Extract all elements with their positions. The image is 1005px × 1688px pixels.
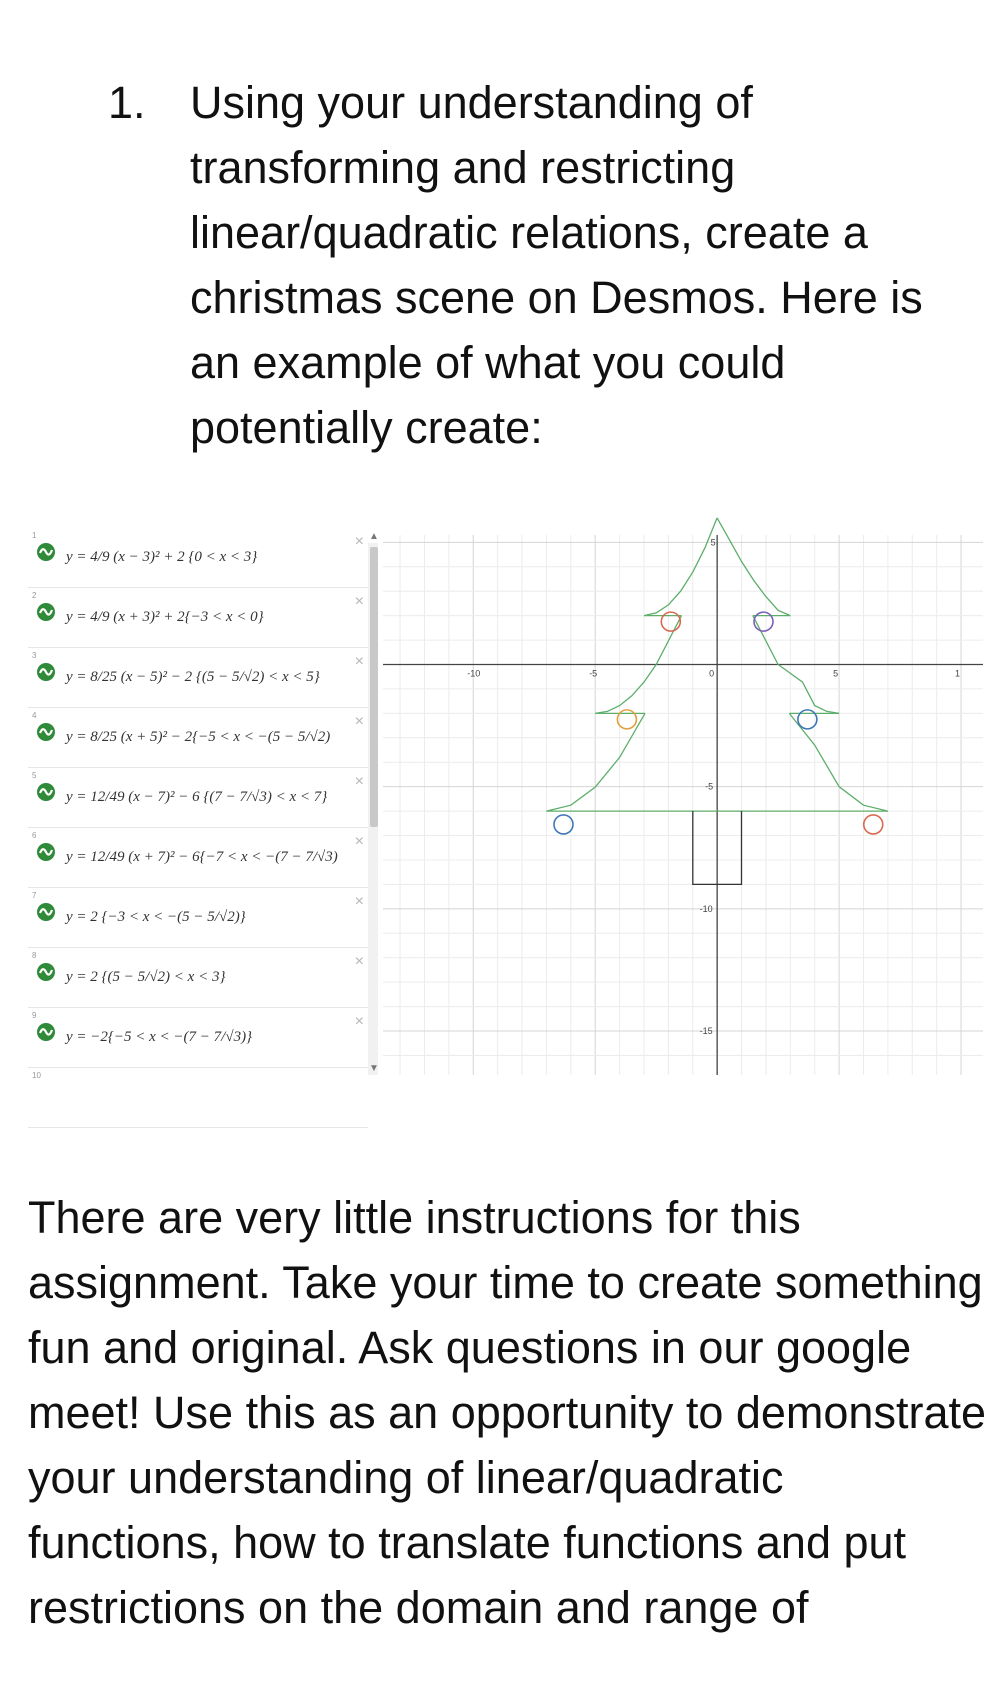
x-tick-label: 1	[955, 668, 961, 679]
expression-row[interactable]	[28, 769, 368, 828]
expression-latex[interactable]: y = 2 {−3 < x < −(5 − 5/√2)}	[66, 908, 246, 925]
expression-index: 10	[32, 1071, 41, 1080]
expression-latex[interactable]: y = 4/9 (x + 3)² + 2{−3 < x < 0}	[66, 608, 264, 625]
graph-canvas	[383, 535, 983, 1075]
delete-expression-icon[interactable]: ×	[354, 593, 364, 610]
graph-visibility-icon[interactable]	[36, 1022, 56, 1042]
expression-row[interactable]	[28, 709, 368, 768]
graph-visibility-icon[interactable]	[36, 782, 56, 802]
graph-visibility-icon[interactable]	[36, 962, 56, 982]
ornament-icon	[617, 710, 636, 729]
delete-expression-icon[interactable]: ×	[354, 773, 364, 790]
y-tick-label: 5	[710, 537, 716, 548]
y-tick-label: -5	[705, 781, 714, 792]
question-text: Using your understanding of transforming and restricting linear/quadratic relations, create a christmas scene on Desmos. Here is an example of what you could potentially create:	[190, 77, 923, 453]
expression-latex[interactable]: y = 12/49 (x + 7)² − 6{−7 < x < −(7 − 7/√3)	[66, 848, 338, 865]
expression-index: 6	[32, 831, 37, 840]
expression-index: 9	[32, 1011, 37, 1020]
desmos-screenshot	[28, 531, 983, 1080]
delete-expression-icon[interactable]: ×	[354, 653, 364, 670]
graph-visibility-icon[interactable]	[36, 842, 56, 862]
graph-visibility-icon[interactable]	[36, 662, 56, 682]
expression-row[interactable]	[28, 949, 368, 1008]
x-tick-label: 5	[833, 668, 839, 679]
expression-index: 3	[32, 651, 37, 660]
expression-index: 1	[32, 531, 37, 540]
graph-visibility-icon[interactable]	[36, 902, 56, 922]
expression-row[interactable]	[28, 529, 368, 588]
expression-row[interactable]	[28, 1009, 368, 1068]
delete-expression-icon[interactable]: ×	[354, 953, 364, 970]
x-tick-label: -5	[589, 668, 598, 679]
expression-row[interactable]	[28, 829, 368, 888]
expression-list	[28, 531, 380, 1080]
delete-expression-icon[interactable]: ×	[354, 893, 364, 910]
expression-latex[interactable]: y = 4/9 (x − 3)² + 2 {0 < x < 3}	[66, 548, 258, 565]
x-tick-label: -10	[467, 668, 481, 679]
expression-row[interactable]	[28, 649, 368, 708]
y-tick-label: -15	[699, 1026, 713, 1037]
expression-index: 8	[32, 951, 37, 960]
expression-index: 7	[32, 891, 37, 900]
expression-latex[interactable]: y = 2 {(5 − 5/√2) < x < 3}	[66, 968, 226, 985]
graph-panel[interactable]	[383, 535, 983, 1075]
scroll-up-icon[interactable]: ▲	[369, 531, 379, 542]
expression-scrollbar-thumb[interactable]	[370, 547, 378, 827]
y-tick-label: -10	[699, 903, 713, 914]
expression-index: 5	[32, 771, 37, 780]
expression-row[interactable]	[28, 889, 368, 948]
ornament-icon	[798, 710, 817, 729]
expression-latex[interactable]: y = 8/25 (x + 5)² − 2{−5 < x < −(5 − 5/√2)	[66, 728, 331, 745]
expression-row[interactable]	[28, 589, 368, 648]
expression-index: 2	[32, 591, 37, 600]
expression-latex[interactable]: y = 12/49 (x − 7)² − 6 {(7 − 7/√3) < x < 7}	[66, 788, 328, 805]
graph-visibility-icon[interactable]	[36, 542, 56, 562]
expression-index: 4	[32, 711, 37, 720]
graph-visibility-icon[interactable]	[36, 722, 56, 742]
ornament-icon	[554, 815, 573, 834]
expression-row[interactable]	[28, 1069, 368, 1128]
instructions-paragraph: There are very little instructions for this assignment. Take your time to create something fun and original. Ask questions in our google meet! Use this as an opportunity to demonstrate your understanding of linear/quadratic functions, how to translate functions and put restrictions on the domain and range of	[28, 1192, 987, 1633]
expression-latex[interactable]: y = 8/25 (x − 5)² − 2 {(5 − 5/√2) < x < 5}	[66, 668, 320, 685]
graph-visibility-icon[interactable]	[36, 602, 56, 622]
delete-expression-icon[interactable]: ×	[354, 713, 364, 730]
delete-expression-icon[interactable]: ×	[354, 833, 364, 850]
scroll-down-icon[interactable]: ▼	[369, 1063, 379, 1074]
expression-latex[interactable]: y = −2{−5 < x < −(7 − 7/√3)}	[66, 1028, 253, 1045]
x-tick-label: 0	[709, 668, 715, 679]
delete-expression-icon[interactable]: ×	[354, 1013, 364, 1030]
ornament-icon	[864, 815, 883, 834]
question-number: 1.	[108, 77, 146, 128]
delete-expression-icon[interactable]: ×	[354, 533, 364, 550]
